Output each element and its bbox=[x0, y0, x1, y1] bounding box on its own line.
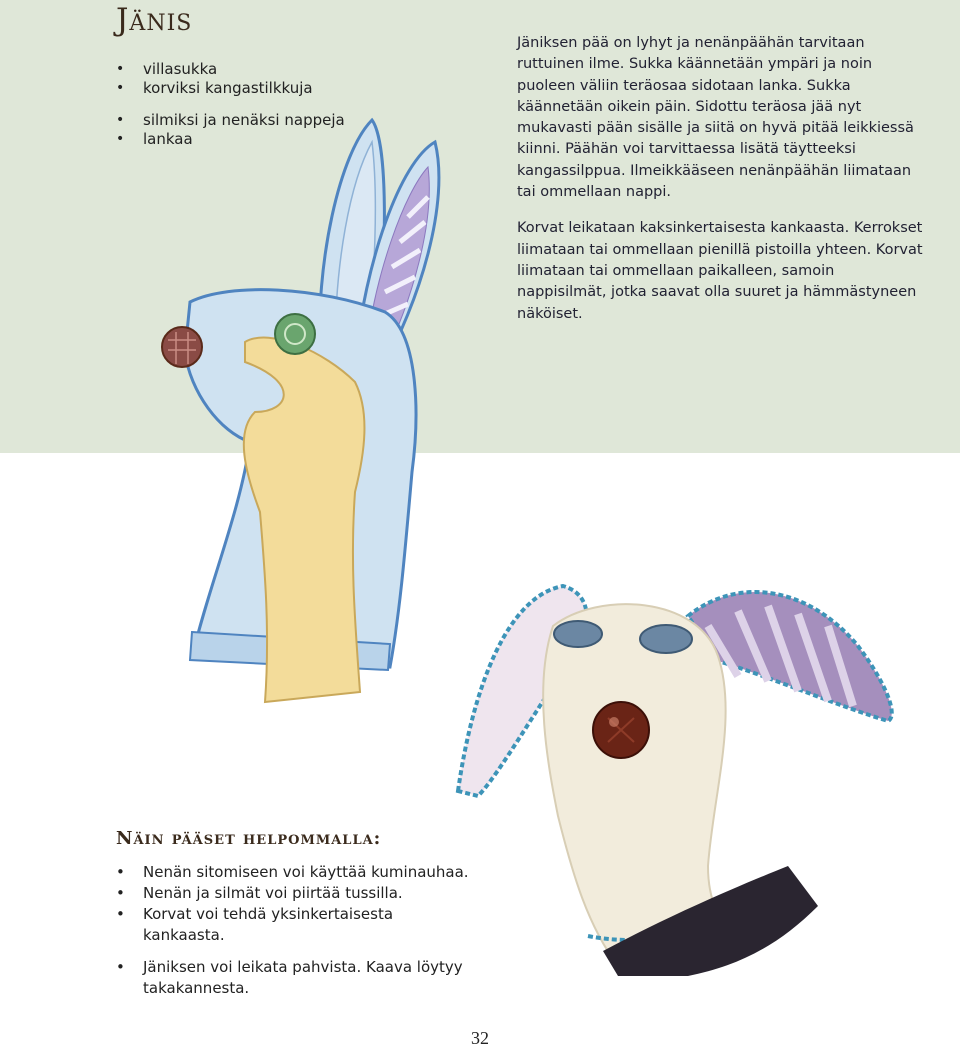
tips-item: • Nenän sitomiseen voi käyttää kuminauhaa. bbox=[116, 862, 476, 883]
materials-item: • lankaa bbox=[116, 130, 356, 149]
bunny-puppet-drawing bbox=[150, 112, 450, 712]
materials-item: • korviksi kangastilkkuja bbox=[116, 79, 356, 98]
tips-item: • Korvat voi tehdä yksinkertaisesta kankaasta. bbox=[116, 904, 476, 946]
left-eye-button bbox=[554, 621, 602, 647]
tips-list bbox=[116, 862, 476, 999]
instructions-text bbox=[517, 33, 927, 325]
eye-button bbox=[275, 314, 315, 354]
materials-item: • silmiksi ja nenäksi nappeja bbox=[116, 111, 356, 130]
tips-item: • Nenän ja silmät voi piirtää tussilla. bbox=[116, 883, 476, 904]
tips-heading: Näin pääset helpommalla: bbox=[116, 828, 382, 849]
bunny-puppet-photo bbox=[438, 566, 908, 976]
nose-button bbox=[162, 327, 202, 367]
right-eye-button bbox=[640, 625, 692, 653]
tips-item: • Jäniksen voi leikata pahvista. Kaava löytyy takakannesta. bbox=[116, 957, 476, 999]
page-title: Jänis bbox=[116, 2, 193, 38]
materials-item: • villasukka bbox=[116, 60, 356, 79]
instructions-paragraph: Korvat leikataan kaksinkertaisesta kankaasta. Kerrokset liimataan tai ommellaan pienillä pistoilla yhteen. Korvat liimataan tai ommellaan paikalleen, samoin nappisilmät, jotka saavat olla suuret ja hämmästyneen näköiset. bbox=[517, 220, 923, 322]
page-number: 32 bbox=[471, 1028, 489, 1048]
instructions-paragraph: Jäniksen pää on lyhyt ja nenänpäähän tarvitaan ruttuinen ilme. Sukka käännetään ympäri ja noin puoleen väliin teräosaa sidotaan lanka. Sukka käännetään oikein päin. Sidottu teräosa jää nyt mukavasti pään sisälle ja siitä on hyvä pitää leikkiessä kiinni. Päähän voi tarvittaessa lisätä täytteeksi kangassilppua. Ilmeikkääseen nenänpäähän liimataan tai ommellaan nappi. bbox=[517, 35, 914, 201]
